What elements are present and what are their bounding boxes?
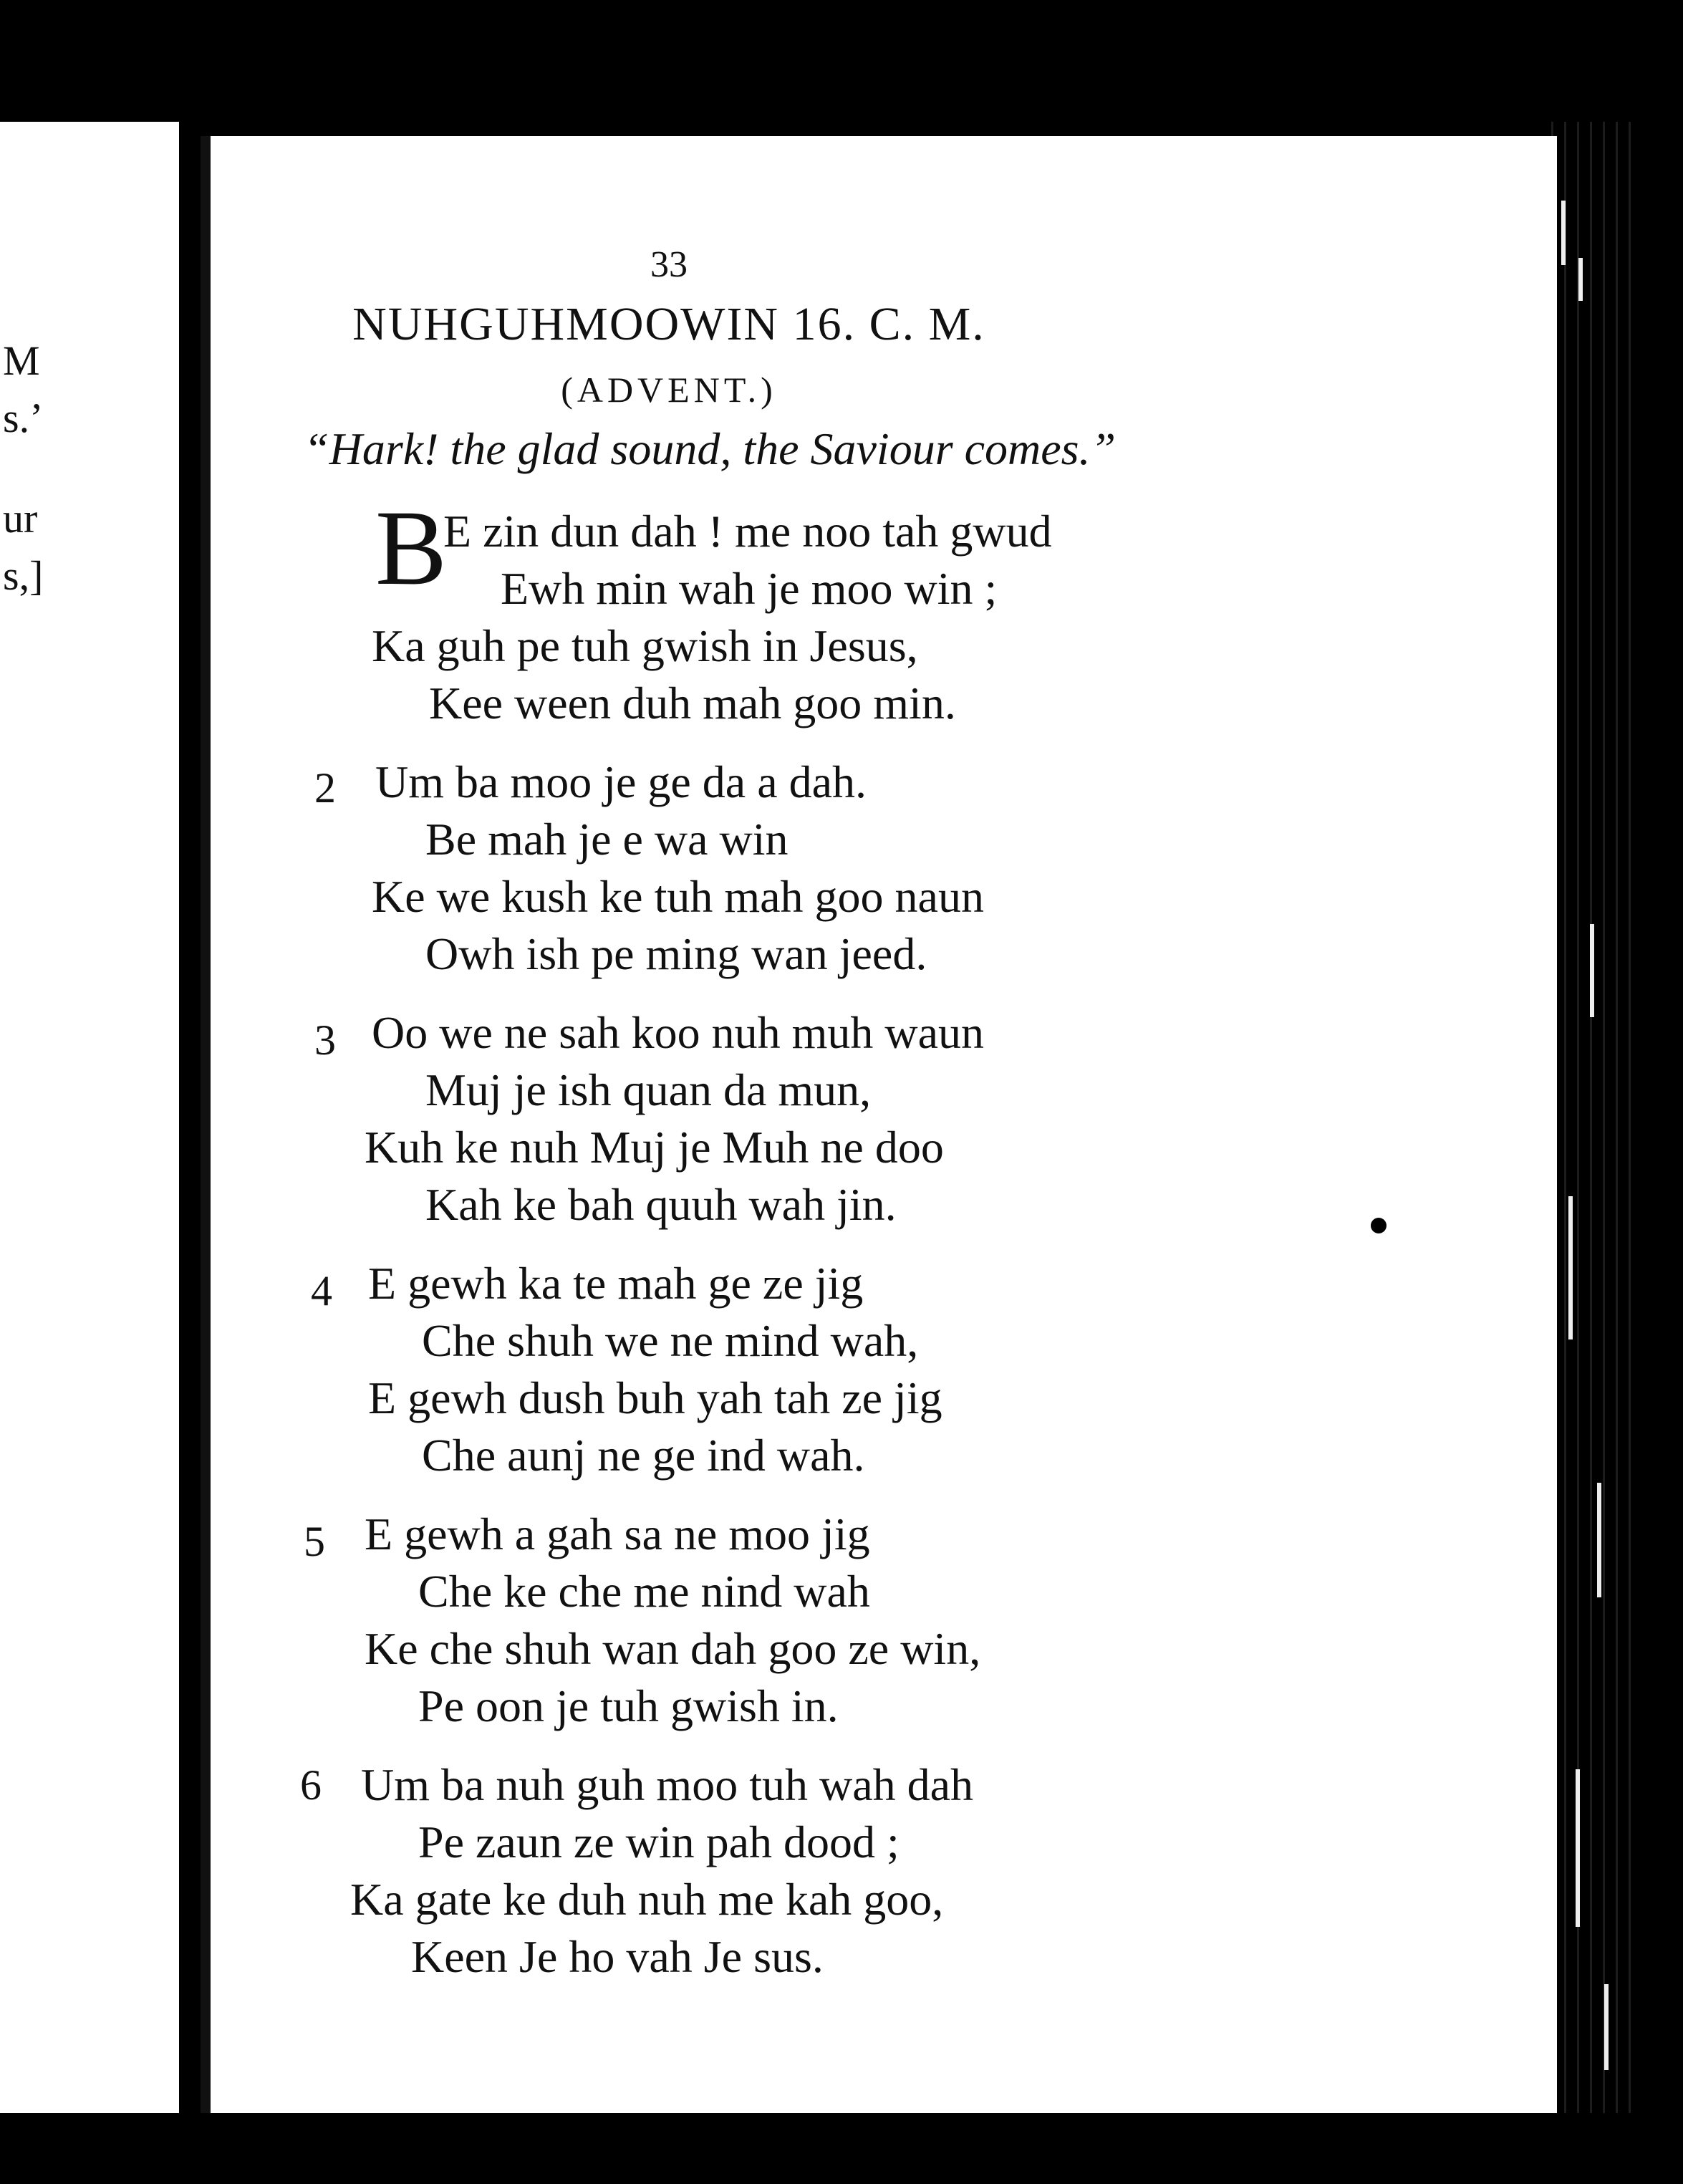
hymn-line: Kah ke bah quuh wah jin. — [425, 1179, 897, 1230]
hymn-line: Che shuh we ne mind wah, — [422, 1315, 919, 1366]
hymn-line: Ke che shuh wan dah goo ze win, — [365, 1623, 981, 1674]
facing-page-fragment — [0, 122, 198, 2113]
hymn-line: Owh ish pe ming wan jeed. — [425, 928, 927, 979]
hymn-line: Ka gate ke duh nuh me kah goo, — [350, 1874, 944, 1925]
stanza-number: 4 — [311, 1267, 332, 1314]
hymn-line: Pe oon je tuh gwish in. — [418, 1680, 839, 1731]
page-edge-strip — [1547, 122, 1633, 2113]
hymn-line: Be mah je e wa win — [425, 814, 789, 865]
hymn-line: E gewh a gah sa ne moo jig — [365, 1509, 870, 1559]
hymn-line: Pe zaun ze win pah dood ; — [418, 1817, 900, 1867]
hymn-line: Muj je ish quan da mun, — [425, 1064, 872, 1115]
hymn-line: Kee ween duh mah goo min. — [429, 678, 956, 728]
hymn-line: Ke we kush ke tuh mah goo naun — [372, 871, 984, 922]
hymn-line: Ewh min wah je moo win ; — [501, 563, 998, 614]
facing-fragment: s.’ — [3, 395, 44, 441]
hymn-subheading: (ADVENT.) — [561, 370, 777, 410]
hymn-heading: NUHGUHMOOWIN 16. C. M. — [352, 298, 985, 350]
stanza-number: 2 — [314, 764, 336, 812]
ink-blot — [1371, 1218, 1387, 1233]
stanza-number: 5 — [304, 1518, 325, 1565]
hymn-line: Ka guh pe tuh gwish in Jesus, — [372, 620, 918, 671]
hymn-line: Oo we ne sah koo nuh muh waun — [372, 1007, 984, 1058]
hymn-line: Um ba moo je ge da a dah. — [375, 756, 867, 807]
stanza-number: 3 — [314, 1016, 336, 1064]
hymn-line: Che aunj ne ge ind wah. — [422, 1430, 865, 1481]
hymn-page — [201, 136, 1557, 2113]
facing-fragment: ur — [3, 495, 38, 542]
page-number: 33 — [650, 244, 688, 285]
hymn-incipit: “Hark! the glad sound, the Saviour comes.” — [304, 423, 1117, 474]
hymn-line: E gewh dush buh yah tah ze jig — [368, 1372, 942, 1423]
facing-fragment: M — [3, 337, 40, 384]
hymn-line: Um ba nuh guh moo tuh wah dah — [361, 1759, 973, 1810]
hymn-line: E zin dun dah ! me noo tah gwud — [443, 506, 1052, 557]
hymn-line: Kuh ke nuh Muj je Muh ne doo — [365, 1122, 944, 1173]
facing-fragment: s,] — [3, 552, 44, 599]
hymn-line: E gewh ka te mah ge ze jig — [368, 1258, 864, 1309]
hymn-line: Che ke che me nind wah — [418, 1566, 870, 1617]
hymn-line: Keen Je ho vah Je sus. — [411, 1931, 824, 1982]
gutter-mark — [0, 1175, 21, 1178]
drop-cap: B — [375, 489, 448, 607]
stanza-number: 6 — [300, 1761, 322, 1809]
